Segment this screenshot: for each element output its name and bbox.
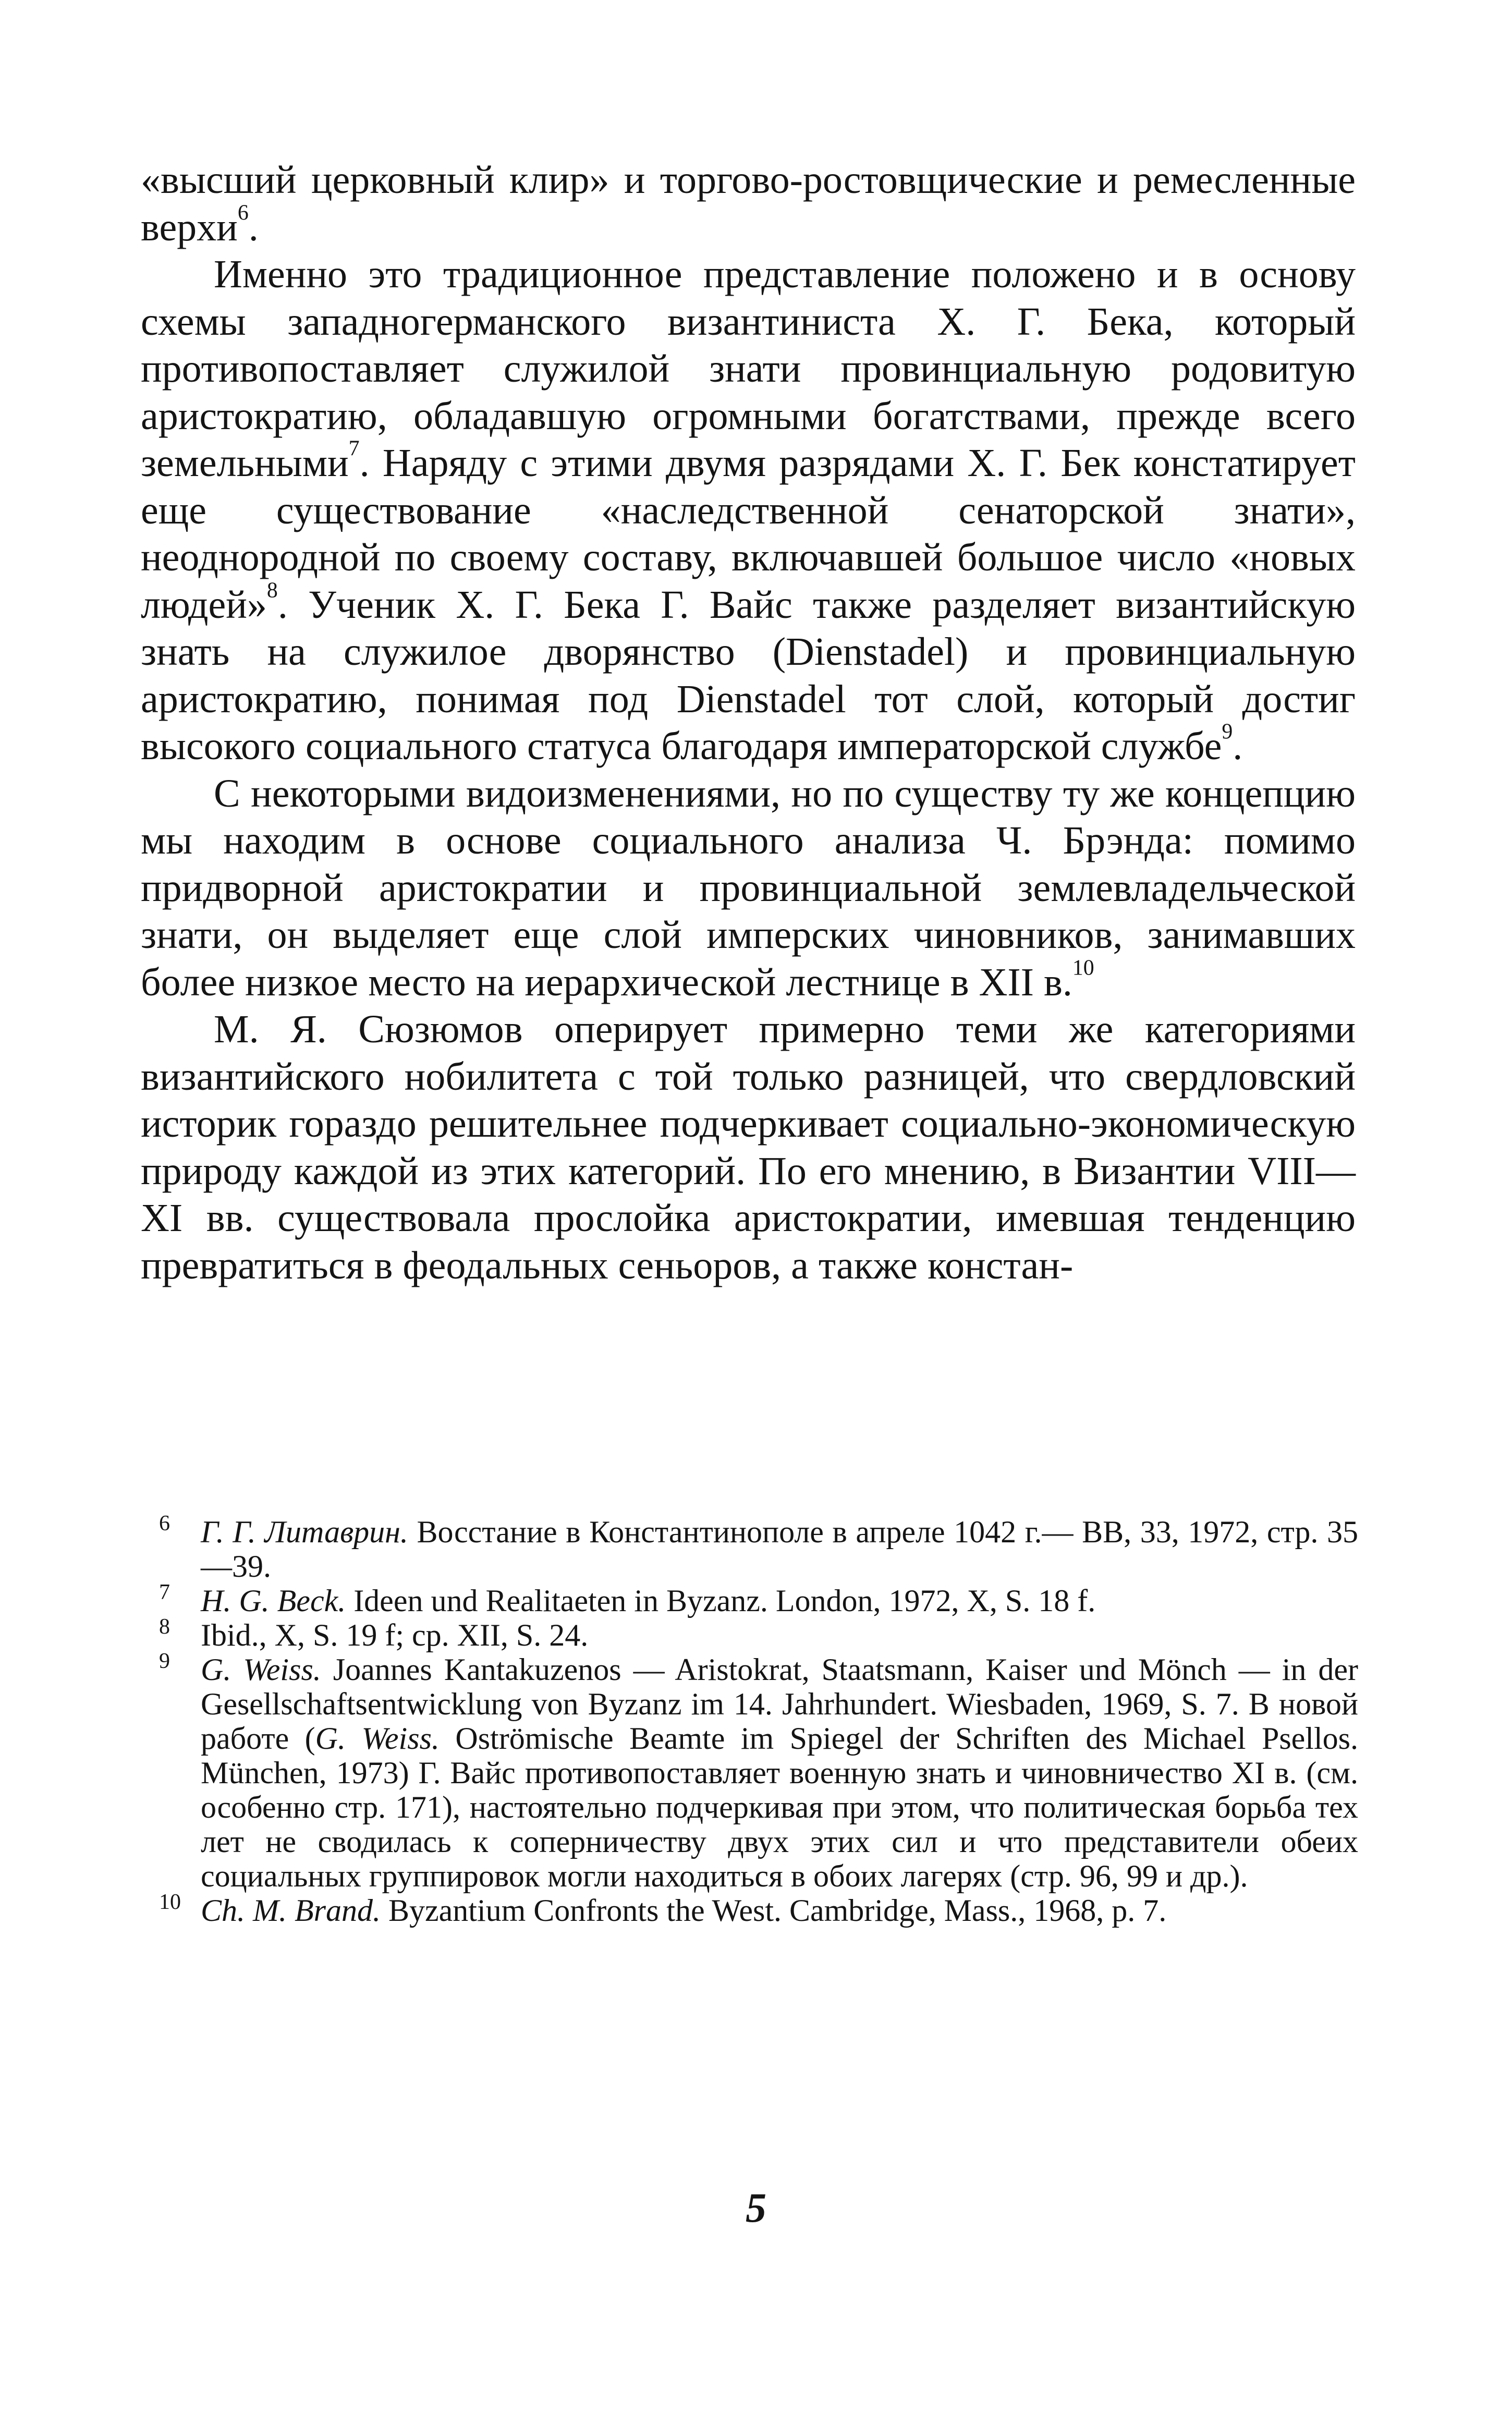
italic-run: H. G. Beck. (201, 1584, 346, 1618)
footnote-number (159, 1614, 190, 1652)
text-run: Oströmische Beamte im Spiegel der Schriften des Michael Psellos. München, 1973) Г. Вайс противопоставляет военную знать и чиновничество XI в. (см. особенно стр. 171), настоятельно подчеркивая при этом, что политическая борьба тех лет не сводилась к соперничеству двух этих сил и что представители обеих социальных группировок могли находиться в обоих лагерях (стр. 96, 99 и др.). (201, 1721, 1358, 1893)
footnote-ref: 6 (237, 200, 249, 225)
footnote (159, 1614, 1358, 1652)
footnote-number (159, 1511, 190, 1549)
footnote-ref: 8 (266, 578, 278, 602)
footnote-number-sup: 10 (159, 1890, 181, 1914)
footnote-ref: 9 (1222, 720, 1233, 744)
page-number: 5 (746, 2185, 766, 2231)
main-text (141, 156, 1356, 1289)
italic-run: G. Weiss. (315, 1721, 440, 1756)
text-run: . (1233, 724, 1243, 768)
footnote-ref: 10 (1072, 955, 1094, 980)
paragraph (141, 156, 1356, 251)
italic-run: Г. Г. Литаврин. (201, 1515, 408, 1549)
text-run: . (248, 205, 259, 249)
text-run: . Наряду с этими двумя разрядами Х. Г. Бек констатирует еще существование «наследственной сенаторской знати», неоднородной по своему составу, включавшей большое число «новых людей» (141, 441, 1356, 627)
text-run: . Ученик Х. Г. Бека Г. Вайс также разделяет византийскую знать на служилое дворянство (Dienstadel) и провинциальную аристократию, понимая под Dienstadel тот слой, который достиг высокого социального статуса благодаря императорской службе (141, 582, 1356, 768)
text-run: Ideen und Realitaeten in Byzanz. London, 1972, X, S. 18 f. (346, 1584, 1096, 1618)
footnote-ref: 7 (348, 436, 360, 461)
text-run: Byzantium Confronts the West. Cambridge, Mass., 1968, p. 7. (381, 1893, 1167, 1928)
text-run: Восстание в Константинополе в апреле 1042 г.— ВВ, 33, 1972, стр. 35—39. (201, 1515, 1359, 1584)
text-run: Именно это традиционное представление положено и в основу схемы западногерманского византиниста Х. Г. Бека, который противопоставляет служилой знати провинциальную родовитую аристократию, обладавшую огромными богатствами, прежде всего земельными (141, 252, 1356, 485)
footnote-number-sup: 8 (159, 1614, 170, 1639)
paragraph (141, 770, 1356, 1006)
paragraph (141, 1006, 1356, 1289)
text-run: М. Я. Сюзюмов оперирует примерно теми же категориями византийского нобилитета с той только разницей, что свердловский историк гораздо решительнее подчеркивает социально-экономическую природу каждой из этих категорий. По его мнению, в Византии VIII—XI вв. существовала прослойка аристократии, имевшая тенденцию превратиться в феодальных сеньоров, а также констан- (141, 1007, 1356, 1287)
footnote-number-sup: 7 (159, 1580, 170, 1604)
footnote-number-sup: 9 (159, 1649, 170, 1673)
footnote (159, 1890, 1358, 1928)
footnote-number (159, 1649, 190, 1687)
footnote (159, 1511, 1359, 1584)
paragraph (141, 251, 1356, 770)
text-run: С некоторыми видоизменениями, но по существу ту же концепцию мы находим в основе социального анализа Ч. Брэнда: помимо придворной аристократии и провинциальной землевладельческой знати, он выделяет еще слой имперских чиновников, занимавших более низкое место на иерархической лестнице в XII в. (141, 771, 1356, 1004)
italic-run: Ch. M. Brand. (201, 1893, 381, 1928)
footnote (159, 1580, 1358, 1618)
footnote-number-sup: 6 (159, 1511, 170, 1536)
text-run: Joannes Kantakuzenos — Aristokrat, Staatsmann, Kaiser und Mönch — in der Gesellschaftsentwicklung von Byzanz im 14. Jahrhundert. Wiesbaden, 1969, S. 7. В новой работе ( (201, 1652, 1358, 1756)
footnote-number (159, 1580, 190, 1618)
footnote-number (159, 1890, 190, 1928)
footnote (159, 1649, 1358, 1893)
footnotes (159, 1511, 1359, 1928)
italic-run: G. Weiss. (201, 1652, 321, 1687)
text-run: «высший церковный клир» и торгово-ростовщические и ремесленные верхи (141, 158, 1356, 249)
text-run: Ibid., X, S. 19 f; cp. XII, S. 24. (201, 1618, 589, 1652)
